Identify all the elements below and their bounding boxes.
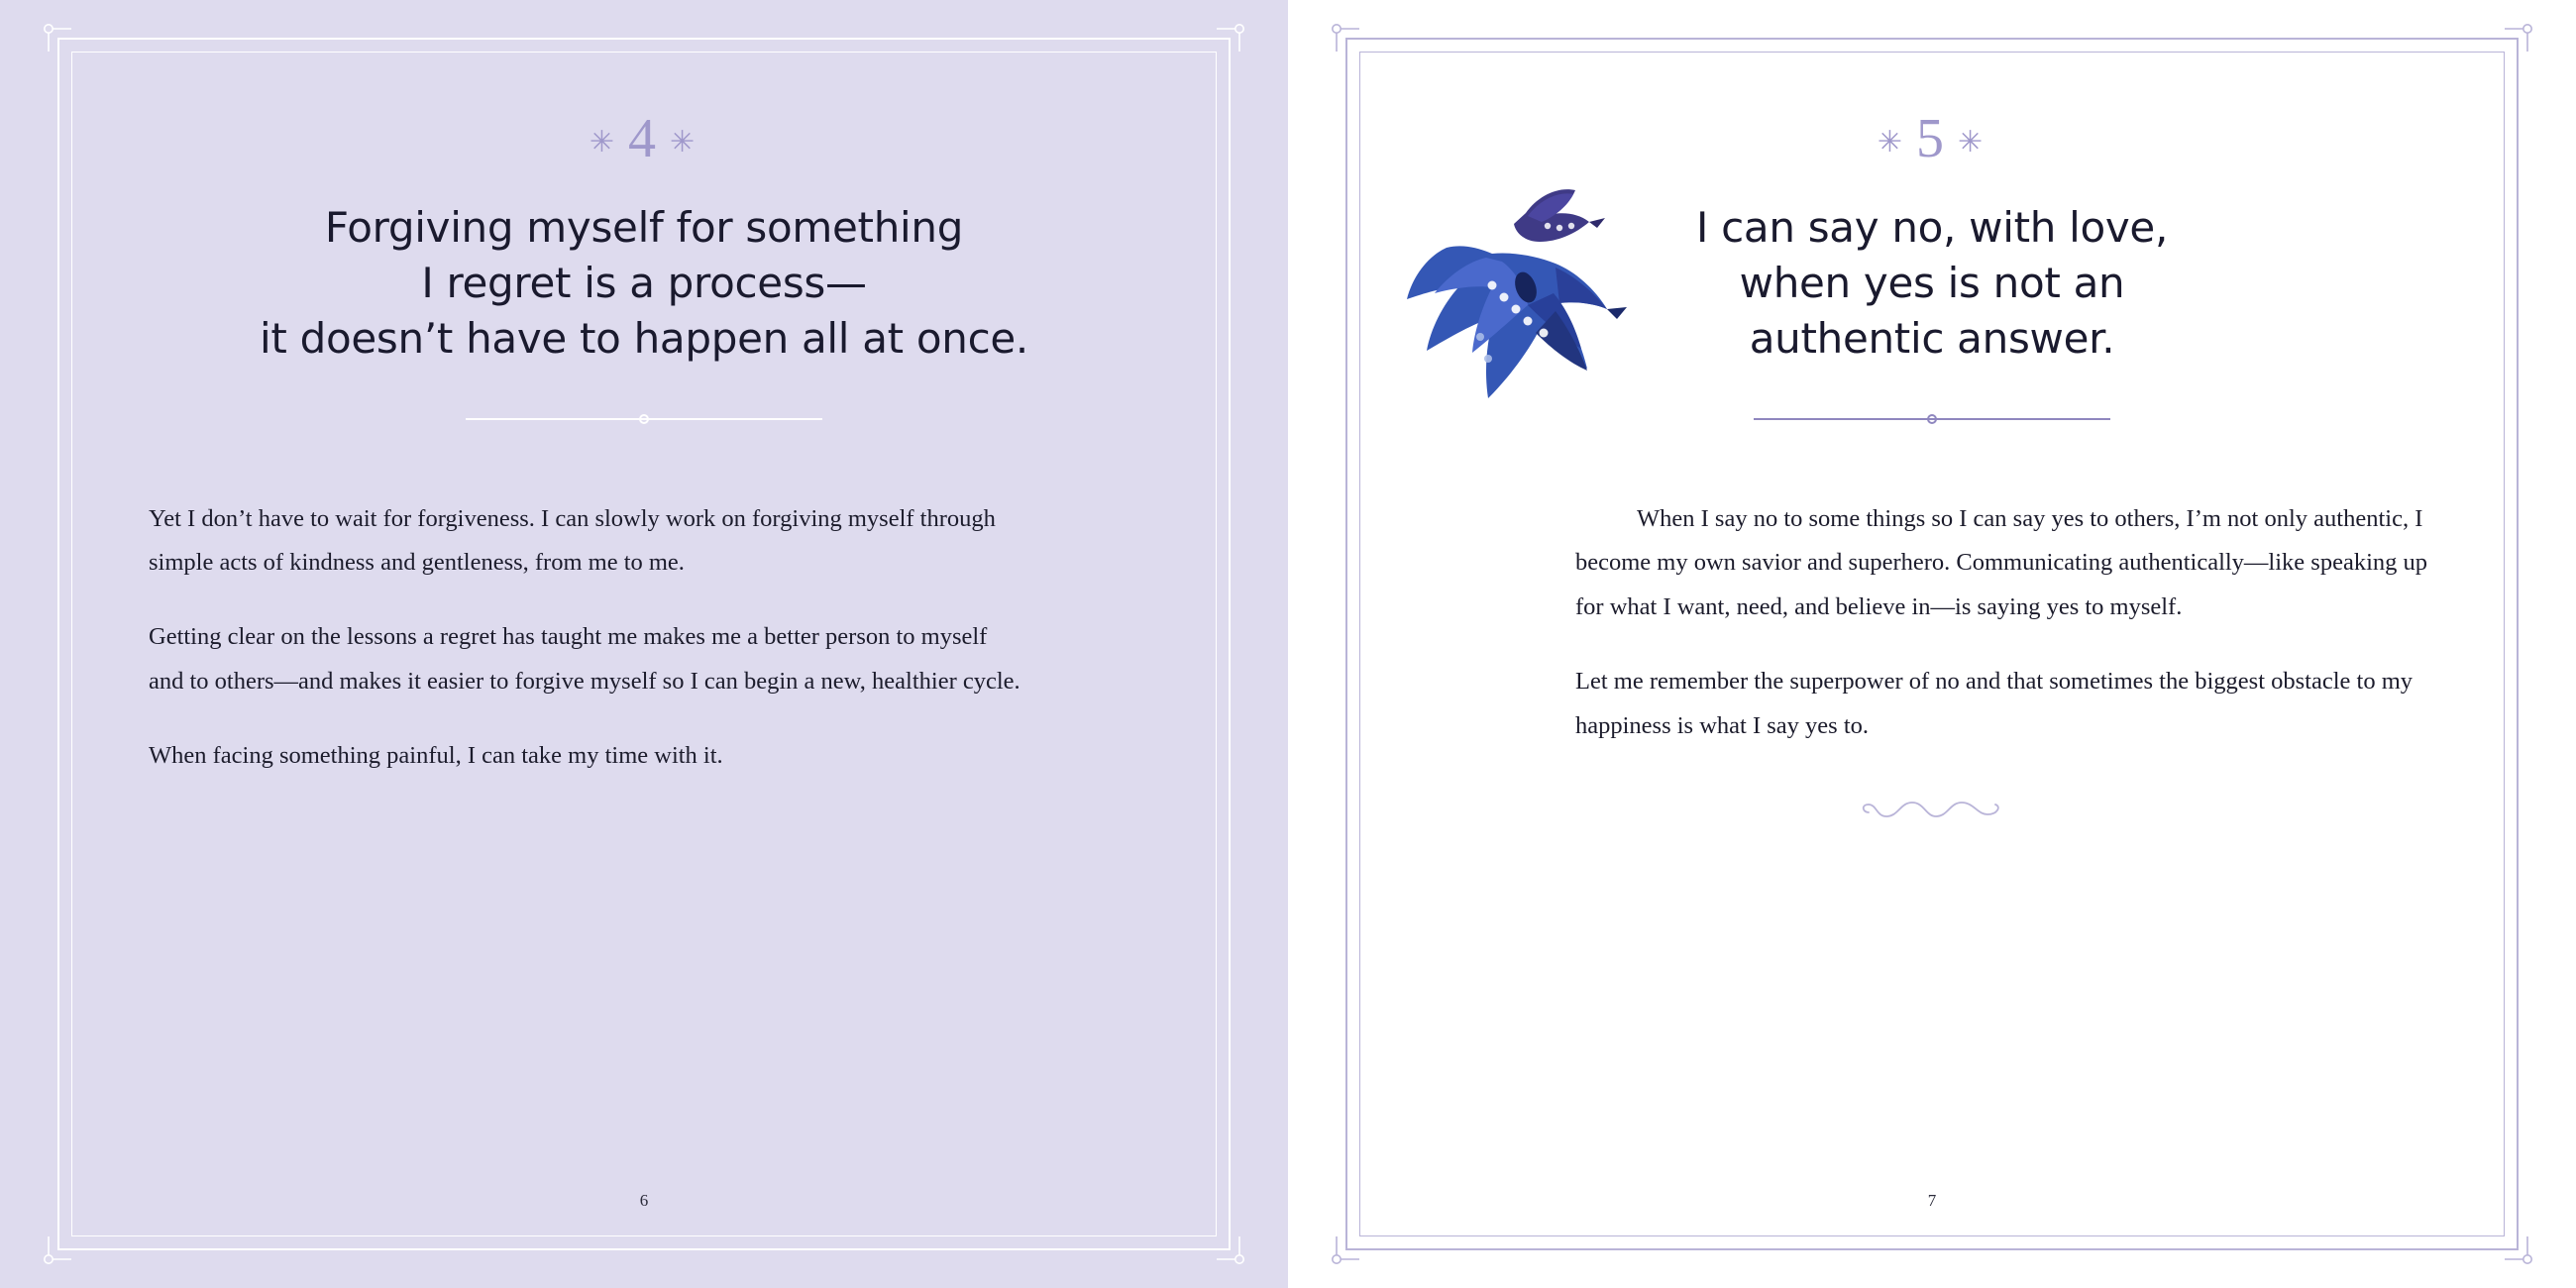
body-paragraph: Let me remember the superpower of no and that sometimes the biggest obstacle to my happiness is what I say yes to. [1575, 668, 2414, 739]
star-ornament-icon: ✳ [1877, 125, 1906, 159]
flourish-ornament-icon [1437, 793, 2427, 832]
frame-corner-ornament-icon [42, 22, 75, 55]
affirmation-line: authentic answer. [1749, 313, 2115, 363]
body-paragraph: When facing something painful, I can take my time with it. [149, 741, 723, 769]
chapter-number-value: 4 [628, 108, 660, 169]
frame-corner-ornament-icon [1213, 22, 1246, 55]
frame-corner-ornament-icon [1330, 1233, 1363, 1266]
frame-corner-ornament-icon [1213, 1233, 1246, 1266]
frame-corner-ornament-icon [1330, 22, 1363, 55]
affirmation-line: when yes is not an [1739, 258, 2125, 307]
section-divider [1754, 412, 2110, 426]
affirmation-heading [1437, 200, 2427, 367]
divider-dot-icon [639, 414, 649, 424]
frame-corner-ornament-icon [2501, 1233, 2534, 1266]
frame-corner-ornament-icon [2501, 22, 2534, 55]
chapter-number-heading [1437, 108, 2427, 169]
page-number: 6 [639, 1191, 649, 1210]
body-text [149, 497, 1139, 779]
affirmation-heading [149, 200, 1139, 367]
divider-dot-icon [1927, 414, 1937, 424]
left-page-content [149, 89, 1139, 1199]
body-paragraph: Getting clear on the lessons a regret has taught me makes me a better person to myself and to others—and makes it easier to forgive myself so I can begin a new, healthier cycle. [149, 623, 1020, 696]
right-page-content [1437, 89, 2427, 1199]
right-page [1288, 0, 2576, 1288]
star-ornament-icon: ✳ [589, 125, 618, 159]
section-divider [466, 412, 822, 426]
body-text [1437, 497, 2427, 749]
chapter-number-value: 5 [1916, 108, 1948, 169]
star-ornament-icon: ✳ [670, 125, 699, 159]
affirmation-line: it doesn’t have to happen all at once. [260, 313, 1028, 363]
body-paragraph: When I say no to some things so I can say yes to others, I’m not only authentic, I become my own savior and superhero. Communicating authentically—like speaking up for what I want, need, and believe in—is saying yes to myself. [1575, 504, 2428, 621]
frame-corner-ornament-icon [42, 1233, 75, 1266]
page-number: 7 [1927, 1191, 1937, 1210]
affirmation-line: Forgiving myself for something [324, 203, 964, 252]
chapter-number-heading [149, 108, 1139, 169]
star-ornament-icon: ✳ [1958, 125, 1987, 159]
affirmation-line: I regret is a process— [421, 258, 867, 307]
body-paragraph: Yet I don’t have to wait for forgiveness. I can slowly work on forgiving myself through simple acts of kindness and gentleness, from me to me. [149, 504, 996, 577]
affirmation-line: I can say no, with love, [1695, 203, 2169, 252]
